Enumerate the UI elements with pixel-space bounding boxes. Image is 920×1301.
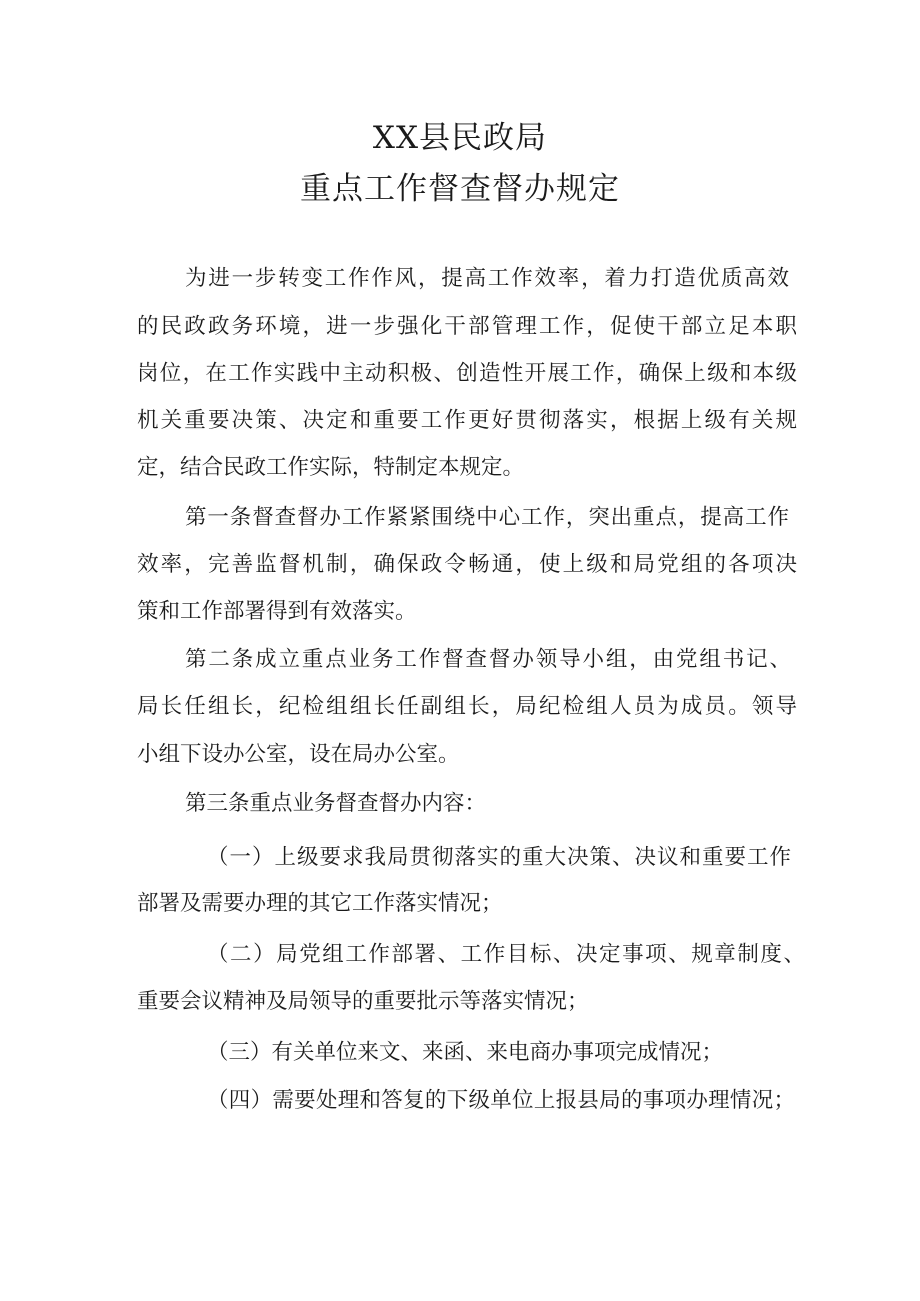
intro-paragraph-line-2: 的民政政务环境，进一步强化干部管理工作，促使干部立足本职 xyxy=(137,314,797,339)
article-3-item-1-line-1: （一）上级要求我局贯彻落实的重大决策、决议和重要工作 xyxy=(207,845,791,870)
article-3-item-1-line-2: 部署及需要办理的其它工作落实情况； xyxy=(137,891,503,916)
article-1-line-2: 效率，完善监督机制，确保政令畅通，使上级和局党组的各项决 xyxy=(137,552,797,577)
article-2-line-2: 局长任组长，纪检组组长任副组长，局纪检组人员为成员。领导 xyxy=(137,694,797,719)
article-1-line-3: 策和工作部署得到有效落实。 xyxy=(137,599,417,624)
article-3-item-2-line-2: 重要会议精神及局领导的重要批示等落实情况； xyxy=(137,989,589,1014)
intro-paragraph-line-5: 定，结合民政工作实际，特制定本规定。 xyxy=(137,455,525,480)
article-1-line-1: 第一条督查督办工作紧紧围绕中心工作，突出重点，提高工作 xyxy=(185,505,789,530)
document-title-line-2: 重点工作督查督办规定 xyxy=(300,171,620,207)
article-3-item-3: （三）有关单位来文、来函、来电商办事项完成情况； xyxy=(207,1040,724,1065)
article-2-line-3: 小组下设办公室，设在局办公室。 xyxy=(137,742,460,767)
article-2-line-1: 第二条成立重点业务工作督查督办领导小组，由党组书记、 xyxy=(185,647,791,672)
intro-paragraph-line-3: 岗位，在工作实践中主动积极、创造性开展工作，确保上级和本级 xyxy=(137,361,797,386)
intro-paragraph-line-4: 机关重要决策、决定和重要工作更好贯彻落实，根据上级有关规 xyxy=(137,408,797,433)
intro-paragraph-line-1: 为进一步转变工作作风，提高工作效率，着力打造优质高效 xyxy=(185,266,789,291)
article-3-heading: 第三条重点业务督查督办内容： xyxy=(185,791,487,816)
article-3-item-4: （四）需要处理和答复的下级单位上报县局的事项办理情况； xyxy=(207,1088,795,1113)
article-3-item-2-line-1: （二）局党组工作部署、工作目标、决定事项、规章制度、 xyxy=(207,942,805,967)
document-title-line-1: XX县民政局 xyxy=(372,120,548,156)
